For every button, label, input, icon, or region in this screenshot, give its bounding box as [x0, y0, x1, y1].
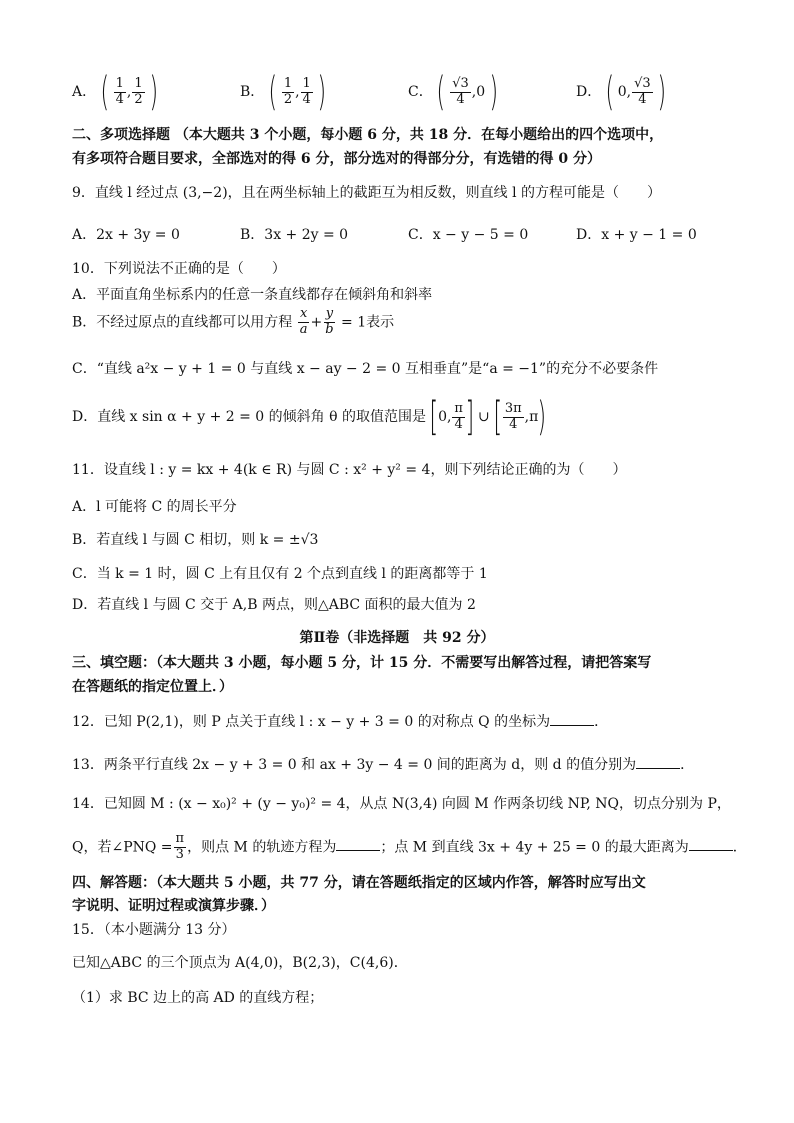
q12-answer-blank — [550, 713, 594, 726]
q9-option-b: B．3x + 2y = 0 — [240, 227, 349, 243]
q8-option-a: A． ( $\frac{1}{4}$ , $\frac{1}{2}$ ) — [72, 69, 159, 115]
q15-stem: 已知△ABC 的三个顶点为 A(4,0)，B(2,3)，C(4,6)． — [72, 955, 408, 971]
q12: 12．已知 P(2,1)，则 P 点关于直线 l : x − y + 3 = 0 的对称点 Q 的坐标为 ． — [72, 714, 609, 730]
q11-stem: 11．设直线 l : y = kx + 4(k ∈ R) 与圆 C : x² + y² = 4，则下列结论正确的为（ ） — [72, 462, 627, 478]
q11-option-a: A．l 可能将 C 的周长平分 — [72, 499, 237, 515]
q14-line2: Q，若∠PNQ = $\frac{\pi}{3}$ ，则点 M 的轨迹方程为 ；点 M 到直线 3x + 4y + 25 = 0 的最大距离为 ． — [72, 831, 747, 862]
q13-answer-blank — [636, 756, 680, 769]
q9-option-d: D．x + y − 1 = 0 — [576, 227, 697, 243]
q14-answer-blank-2 — [689, 838, 733, 851]
section3-header-line2: 在答题纸的指定位置上．） — [72, 679, 233, 695]
part2-title: 第Ⅱ卷（非选择题 共 92 分） — [299, 630, 495, 646]
q14-answer-blank-1 — [336, 838, 380, 851]
q15-part1: （1）求 BC 边上的高 AD 的直线方程； — [72, 990, 324, 1006]
section3-header-line1: 三、填空题：（本大题共 3 小题，每小题 5 分，计 15 分．不需要写出解答过程，请把答案写 — [72, 655, 652, 671]
q10-option-b: B．不经过原点的直线都可以用方程 $\frac{x}{a}$ + $\frac{y}{b}$ = 1表示 — [72, 306, 395, 337]
q10-option-c: C．“直线 a²x − y + 1 = 0 与直线 x − ay − 2 = 0 互相垂直”是“a = −1”的充分不必要条件 — [72, 361, 659, 377]
q9-option-c: C．x − y − 5 = 0 — [408, 227, 529, 243]
q11-option-c: C．当 k = 1 时，圆 C 上有且仅有 2 个点到直线 l 的距离都等于 1 — [72, 566, 488, 582]
q11-option-b: B．若直线 l 与圆 C 相切，则 k = ±√3 — [72, 532, 319, 548]
q10-option-a: A．平面直角坐标系内的任意一条直线都存在倾斜角和斜率 — [72, 287, 433, 303]
q13: 13．两条平行直线 2x − y + 3 = 0 和 ax + 3y − 4 = 0 间的距离为 d，则 d 的值分别为 ． — [72, 757, 695, 773]
section2-header-line2: 有多项符合题目要求，全部选对的得 6 分，部分选对的得部分分，有选错的得 0 分） — [72, 151, 601, 167]
q14-line1: 14．已知圆 M : (x − x₀)² + (y − y₀)² = 4，从点 N(3,4) 向圆 M 作两条切线 NP, NQ，切点分别为 P， — [72, 796, 731, 812]
q8-option-b: B． ( $\frac{1}{2}$ , $\frac{1}{4}$ ) — [240, 69, 327, 115]
q10-option-d: D．直线 x sin α + y + 2 = 0 的倾斜角 θ 的取值范围是 [0, $\frac{\pi}{4}$ ] ∪ [ $\frac{3\pi}{4}$ ,π) — [72, 394, 547, 440]
q9-option-a: A．2x + 3y = 0 — [72, 227, 180, 243]
section2-header-line1: 二、多项选择题 （本大题共 3 个小题，每小题 6 分，共 18 分．在每小题给出的四个选项中， — [72, 127, 664, 143]
section4-header-line2: 字说明、证明过程或演算步骤．） — [72, 898, 275, 914]
q8-option-c: C． ( $\frac{√3}{4}$ ,0 ) — [408, 69, 498, 115]
q8-option-d: D． ( 0, $\frac{√3}{4}$ ) — [576, 69, 667, 115]
section4-header-line1: 四、解答题：（本大题共 5 小题，共 77 分，请在答题纸指定的区域内作答，解答时应写出文 — [72, 875, 646, 891]
q11-option-d: D．若直线 l 与圆 C 交于 A,B 两点，则△ABC 面积的最大值为 2 — [72, 597, 476, 613]
q10-stem: 10．下列说法不正确的是（ ） — [72, 261, 286, 277]
q9-stem: 9．直线 l 经过点 (3,−2)，且在两坐标轴上的截距互为相反数，则直线 l 的方程可能是（ ） — [72, 185, 662, 201]
q15-header: 15．（本小题满分 13 分） — [72, 922, 236, 938]
